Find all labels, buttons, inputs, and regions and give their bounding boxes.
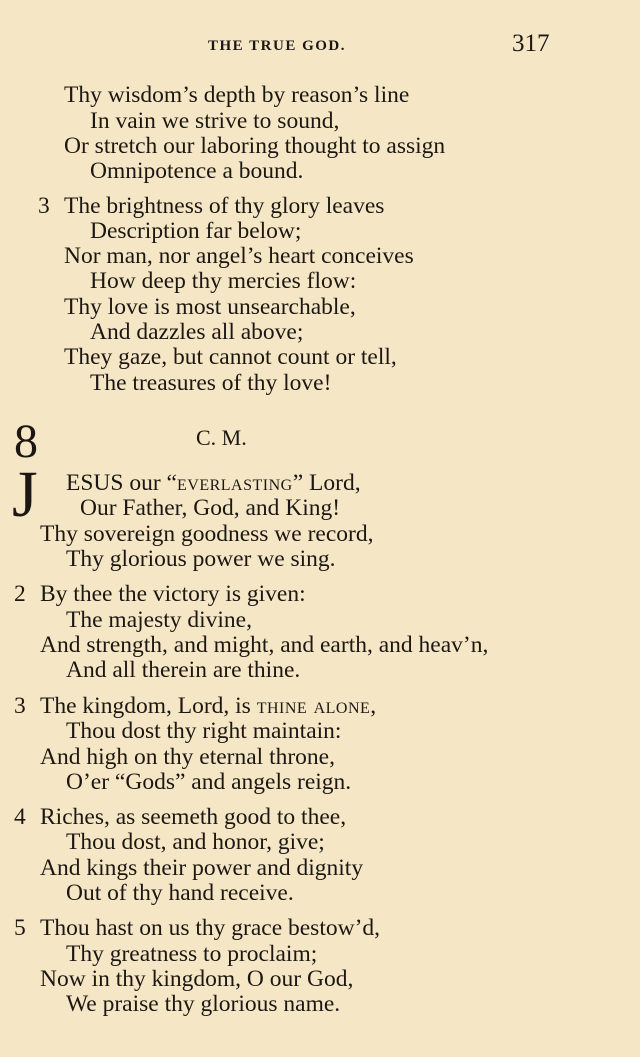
first-line-start: ESUS our “ <box>66 470 177 496</box>
verse-line: And strength, and might, and earth, and heav’n, <box>40 632 489 658</box>
stanza-number: 5 <box>14 915 26 941</box>
verse-line: The majesty divine, <box>66 607 252 633</box>
verse-line: And dazzles all above; <box>90 319 304 345</box>
verse-line: We praise thy glorious name. <box>66 991 341 1017</box>
verse-line: They gaze, but cannot count or tell, <box>64 344 397 370</box>
first-line-end: ” Lord, <box>292 470 361 496</box>
verse-line: Thy love is most unsearchable, <box>64 294 356 320</box>
line-emphasis: thine alone <box>256 693 371 719</box>
verse-line: Thy sovereign goodness we record, <box>40 521 374 547</box>
verse-line: And high on thy eternal throne, <box>40 744 335 770</box>
verse-line: Thy greatness to proclaim; <box>66 941 318 967</box>
verse-line: O’er “Gods” and angels reign. <box>66 769 352 795</box>
verse-line: Thy glorious power we sing. <box>66 546 336 572</box>
verse-line: And kings their power and dignity <box>40 855 364 881</box>
drop-cap: J <box>12 458 38 531</box>
verse-line: Thy wisdom’s depth by reason’s line <box>64 82 410 108</box>
page-header <box>0 30 640 64</box>
verse-line: Thou dost thy right maintain: <box>66 718 342 744</box>
verse-line: And all therein are thine. <box>66 657 301 683</box>
hymn-number: 8 <box>14 415 38 468</box>
running-head: THE TRUE GOD. <box>208 38 346 54</box>
verse-line: By thee the victory is given: <box>40 581 306 607</box>
verse-line: Omnipotence a bound. <box>90 158 304 184</box>
stanza-number: 4 <box>14 804 26 830</box>
stanza-number: 3 <box>38 193 50 219</box>
page-number: 317 <box>512 30 550 57</box>
line-start: The kingdom, Lord, is <box>40 693 257 719</box>
verse-line: Our Father, God, and King! <box>80 495 341 521</box>
verse-line: Thou hast on us thy grace bestow’d, <box>40 915 381 941</box>
stanza-number: 2 <box>14 581 26 607</box>
verse-line: Thou dost, and honor, give; <box>66 829 325 855</box>
verse-line-mixed <box>40 693 376 720</box>
verse-line: Or stretch our laboring thought to assign <box>64 133 446 159</box>
line-end: , <box>370 693 377 719</box>
verse-line: Out of thy hand receive. <box>66 880 294 906</box>
verse-line: The treasures of thy love! <box>90 370 332 396</box>
verse-line: Riches, as seemeth good to thee, <box>40 804 347 830</box>
verse-line-first <box>66 470 361 497</box>
verse-line: Nor man, nor angel’s heart conceives <box>64 243 414 269</box>
stanza-number: 3 <box>14 693 26 719</box>
verse-line: Description far below; <box>90 218 302 244</box>
verse-line: Now in thy kingdom, O our God, <box>40 966 354 992</box>
first-line-emphasis: everlasting <box>176 470 293 496</box>
verse-line: How deep thy mercies flow: <box>90 268 357 294</box>
hymn-meter: C. M. <box>196 425 247 450</box>
verse-line: The brightness of thy glory leaves <box>64 193 385 219</box>
verse-line: In vain we strive to sound, <box>90 108 340 134</box>
